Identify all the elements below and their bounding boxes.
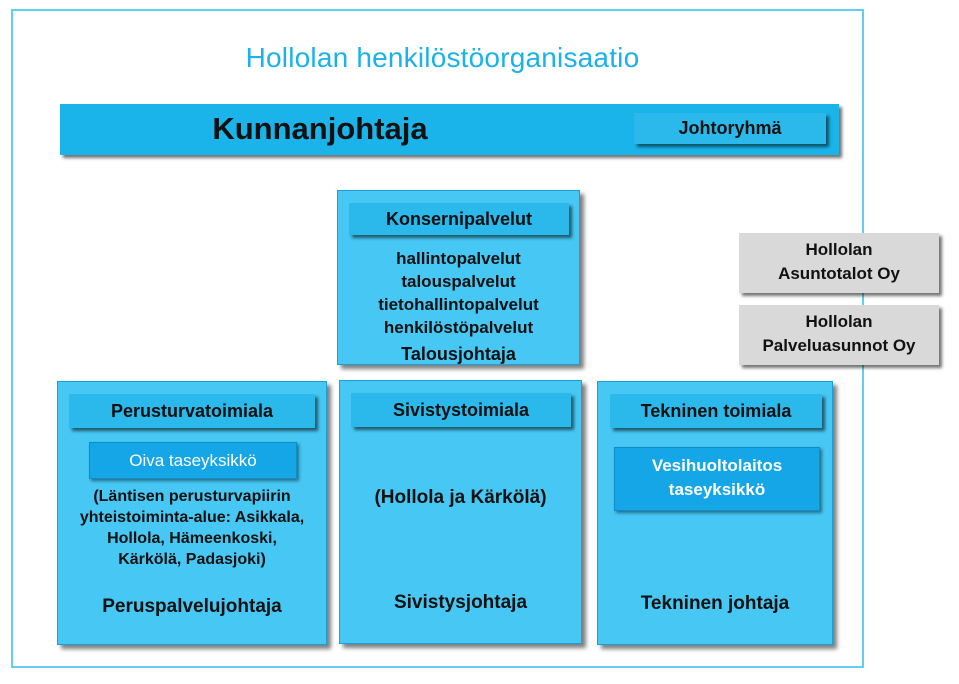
- service-item: tietohallintopalvelut: [378, 295, 539, 314]
- company-name-line: Asuntotalot Oy: [778, 264, 900, 283]
- tekninen-toimiala-tag: Tekninen toimiala: [610, 394, 822, 428]
- talousjohtaja-label: Talousjohtaja: [401, 344, 516, 364]
- perusturvatoimiala-panel: [57, 381, 327, 645]
- diagram-title: Hollolan henkilöstöorganisaatio: [245, 42, 640, 73]
- perusturva-note-line: (Läntisen perusturvapiirin: [93, 488, 291, 505]
- company-name-line: Palveluasunnot Oy: [762, 336, 916, 355]
- perusturva-note-line: Hollola, Hämeenkoski,: [107, 530, 277, 547]
- vesihuolto-line: Vesihuoltolaitos: [651, 456, 783, 475]
- kunnanjohtaja-label: Kunnanjohtaja: [212, 111, 428, 146]
- perusturva-note-line: Kärkölä, Padasjoki): [118, 551, 266, 568]
- vesihuolto-line: taseyksikkö: [668, 480, 766, 499]
- sivistys-area-note: (Hollola ja Kärkölä): [374, 487, 547, 508]
- service-item: henkilöstöpalvelut: [383, 318, 534, 337]
- service-item: talouspalvelut: [401, 272, 516, 291]
- perusturvatoimiala-tag: Perusturvatoimiala: [69, 394, 315, 428]
- perusturva-note-line: yhteistoiminta-alue: Asikkala,: [79, 509, 305, 526]
- service-item: hallintopalvelut: [396, 249, 521, 268]
- company-box-asuntotalot: [739, 233, 939, 293]
- company-box-palveluasunnot: [739, 305, 939, 365]
- johtoryhma-box: Johtoryhmä: [634, 113, 826, 144]
- company-name-line: Hollolan: [805, 312, 873, 331]
- sivistystoimiala-panel: [339, 380, 582, 644]
- vesihuoltolaitos-box: [614, 447, 820, 511]
- konsernipalvelut-panel: [337, 190, 580, 365]
- company-name-line: Hollolan: [805, 240, 873, 259]
- sivistysjohtaja-label: Sivistysjohtaja: [393, 592, 528, 613]
- peruspalvelujohtaja-label: Peruspalvelujohtaja: [102, 596, 282, 617]
- oiva-taseyksikko-box: Oiva taseyksikkö: [89, 442, 297, 479]
- sivistystoimiala-tag: Sivistystoimiala: [351, 393, 571, 427]
- top-management-bar: [60, 104, 839, 155]
- konsernipalvelut-tag: Konsernipalvelut: [349, 203, 569, 235]
- tekninen-toimiala-panel: [597, 381, 833, 645]
- tekninen-johtaja-label: Tekninen johtaja: [640, 593, 790, 614]
